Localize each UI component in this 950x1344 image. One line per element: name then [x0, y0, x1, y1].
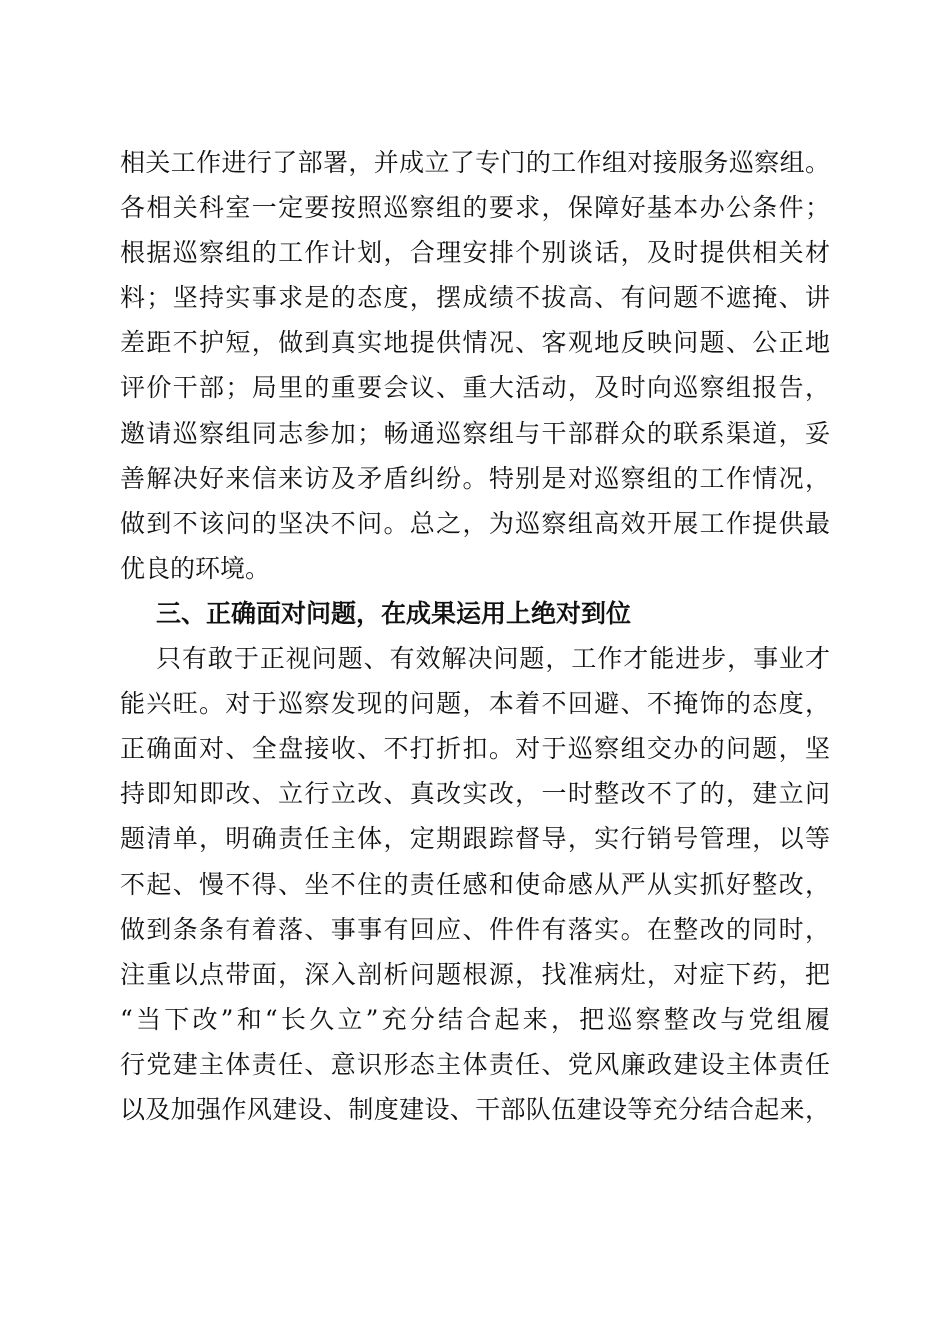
paragraph-2-line-3: 正确面对、全盘接收、不打折扣。对于巡察组交办的问题，坚 [120, 734, 830, 764]
paragraph-2-line-4: 持即知即改、立行立改、真改实改，一时整改不了的，建立问 [120, 779, 830, 809]
paragraph-1-line-2: 各相关科室一定要按照巡察组的要求，保障好基本办公条件； [120, 193, 830, 223]
section-heading-3: 三、正确面对问题，在成果运用上绝对到位 [156, 598, 632, 628]
paragraph-2-line-5: 题清单，明确责任主体，定期跟踪督导，实行销号管理，以等 [120, 824, 830, 854]
paragraph-1-line-8: 善解决好来信来访及矛盾纠纷。特别是对巡察组的工作情况， [120, 463, 830, 493]
paragraph-2-line-1: 只有敢于正视问题、有效解决问题，工作才能进步，事业才 [156, 644, 830, 674]
paragraph-1-line-6: 评价干部；局里的重要会议、重大活动，及时向巡察组报告， [120, 373, 830, 403]
paragraph-1-line-4: 料；坚持实事求是的态度，摆成绩不拔高、有问题不遮掩、讲 [120, 283, 830, 313]
paragraph-1-line-7: 邀请巡察组同志参加；畅通巡察组与干部群众的联系渠道，妥 [120, 418, 830, 448]
paragraph-1-line-1: 相关工作进行了部署，并成立了专门的工作组对接服务巡察组。 [120, 148, 830, 177]
paragraph-2-line-7: 做到条条有着落、事事有回应、件件有落实。在整改的同时， [120, 914, 830, 944]
paragraph-1-line-10: 优良的环境。 [120, 553, 271, 583]
paragraph-2-line-10: 行党建主体责任、意识形态主体责任、党风廉政建设主体责任 [120, 1049, 830, 1079]
paragraph-2-line-11: 以及加强作风建设、制度建设、干部队伍建设等充分结合起来， [120, 1094, 830, 1124]
paragraph-2-line-2: 能兴旺。对于巡察发现的问题，本着不回避、不掩饰的态度， [120, 689, 830, 719]
paragraph-1-line-5: 差距不护短，做到真实地提供情况、客观地反映问题、公正地 [120, 328, 830, 358]
document-page [120, 140, 830, 1132]
paragraph-1-line-9: 做到不该问的坚决不问。总之，为巡察组高效开展工作提供最 [120, 508, 830, 538]
paragraph-2-line-6: 不起、慢不得、坐不住的责任感和使命感从严从实抓好整改， [120, 869, 830, 899]
paragraph-2-line-9: “当下改”和“长久立”充分结合起来，把巡察整改与党组履 [120, 1004, 830, 1034]
paragraph-2-line-8: 注重以点带面，深入剖析问题根源，找准病灶，对症下药，把 [120, 959, 830, 989]
paragraph-1-line-3: 根据巡察组的工作计划，合理安排个别谈话，及时提供相关材 [120, 238, 830, 268]
